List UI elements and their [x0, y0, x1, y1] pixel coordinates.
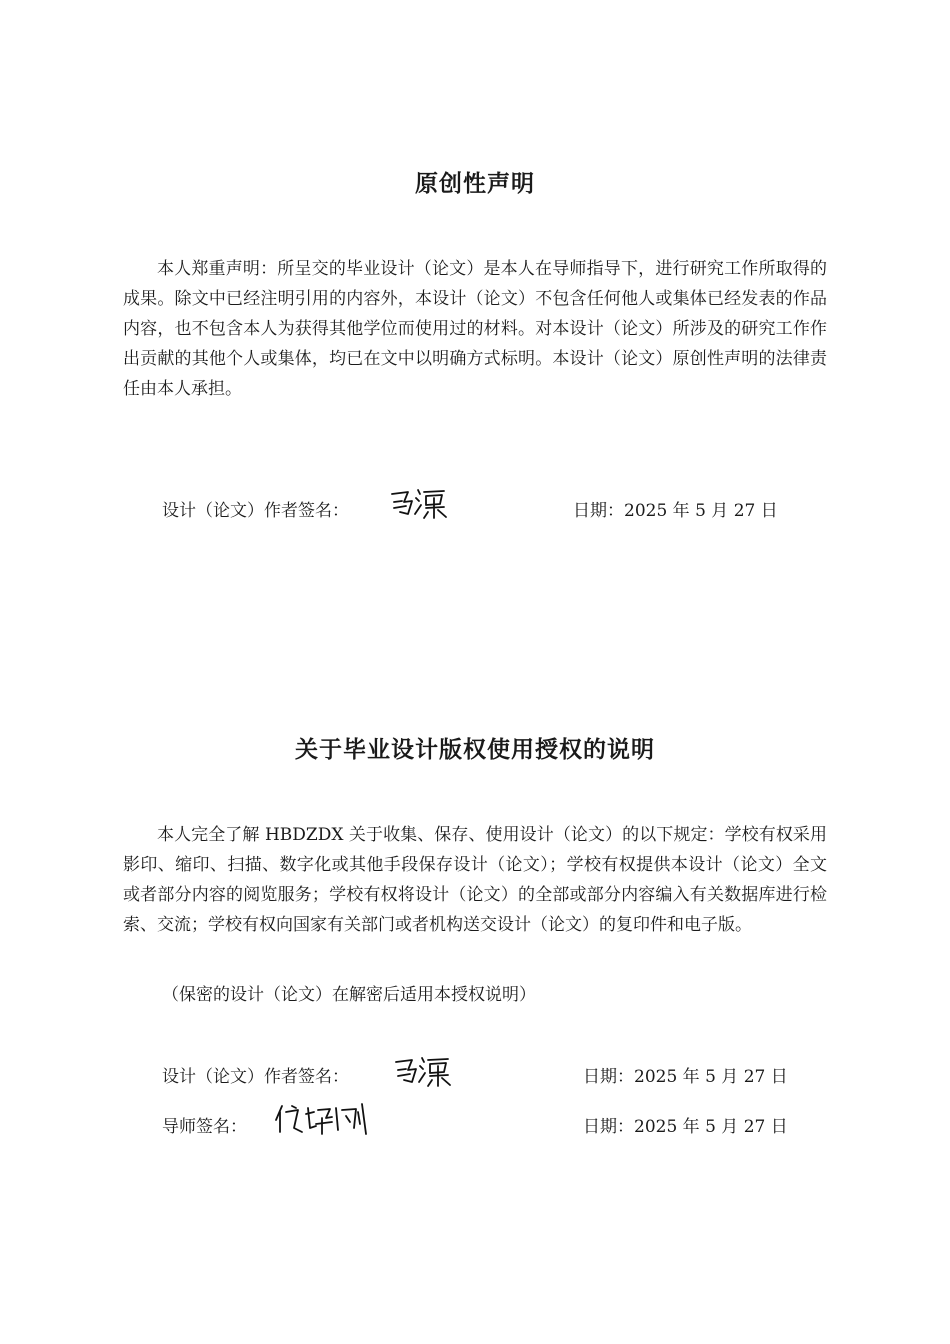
author-signature-image	[388, 484, 450, 522]
declaration-date: 日期：2025 年 5 月 27 日	[573, 501, 778, 521]
authorization-body: 本人完全了解 HBDZDX 关于收集、保存、使用设计（论文）的以下规定：学校有权采用影印、缩印、扫描、数字化或其他手段保存设计（论文）；学校有权提供本设计（论文）全文或者部分内容的阅览服务；学校有权将设计（论文）的全部或部分内容编入有关数据库进行检索、交流；学校有权向国家有关部门或者机构送交设计（论文）的复印件和电子版。	[123, 825, 827, 935]
author-signature-label: 设计（论文）作者签名：	[162, 1067, 349, 1087]
authorization-title: 关于毕业设计版权使用授权的说明	[295, 737, 655, 763]
declaration-body: 本人郑重声明：所呈交的毕业设计（论文）是本人在导师指导下，进行研究工作所取得的成果。除文中已经注明引用的内容外，本设计（论文）不包含任何他人或集体已经发表的作品内容，也不包含本人为获得其他学位而使用过的材料。对本设计（论文）所涉及的研究工作作出贡献的其他个人或集体，均已在文中以明确方式标明。本设计（论文）原创性声明的法律责任由本人承担。	[123, 259, 827, 399]
declaration-title: 原创性声明	[415, 171, 535, 197]
authorization-note: （保密的设计（论文）在解密后适用本授权说明）	[162, 985, 536, 1005]
author-signature-label: 设计（论文）作者签名：	[162, 501, 349, 521]
advisor-signature-label: 导师签名：	[162, 1117, 247, 1137]
advisor-signature-image	[272, 1098, 376, 1138]
authorization-advisor-row	[0, 1104, 950, 1144]
declaration-signature-row	[0, 488, 950, 528]
authorization-author-date: 日期：2025 年 5 月 27 日	[583, 1067, 788, 1087]
authorization-advisor-date: 日期：2025 年 5 月 27 日	[583, 1117, 788, 1137]
authorization-author-row	[0, 1054, 950, 1094]
author-signature-image	[392, 1052, 454, 1090]
